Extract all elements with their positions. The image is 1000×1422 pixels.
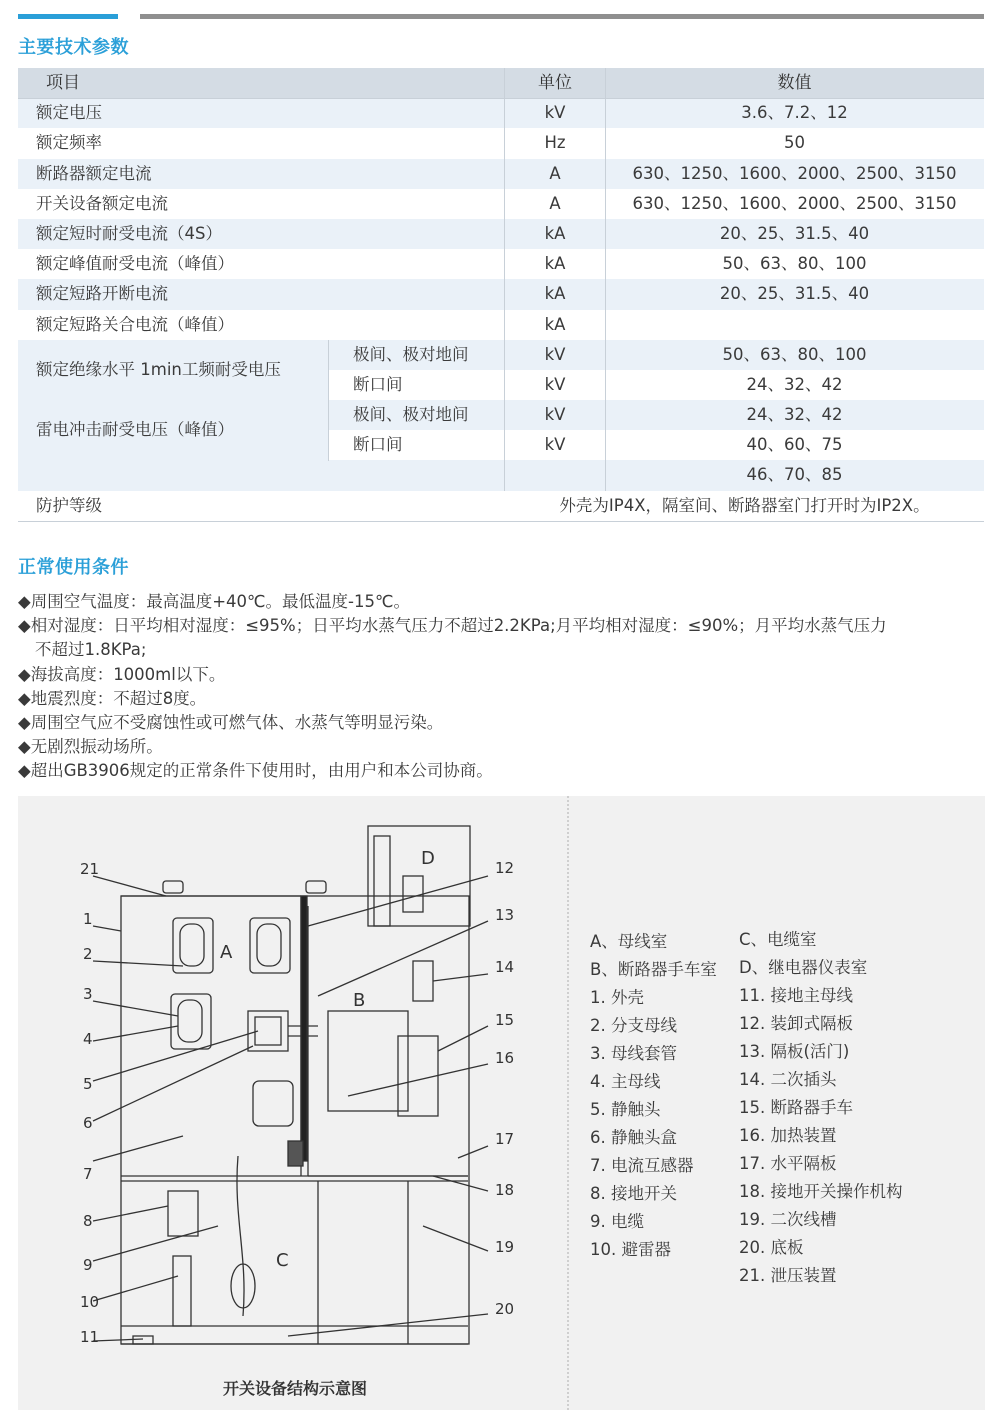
table-bottom-rule: [18, 521, 984, 522]
row-subitem: 断口间: [353, 435, 403, 455]
callout-21: 21: [80, 860, 100, 878]
table-row: [18, 460, 984, 490]
header-value: 数值: [777, 73, 812, 93]
row-value: 外壳为IP4X，隔室间、断路器室门打开时为IP2X。: [559, 495, 930, 515]
callout-11: 11: [80, 1328, 100, 1346]
row-item: 开关设备额定电流: [36, 193, 168, 213]
specs-section-title: 主要技术参数: [18, 37, 129, 58]
header-unit: 单位: [538, 73, 572, 93]
callout-16: 16: [495, 1049, 515, 1067]
legend-item: 14. 二次插头: [739, 1070, 837, 1089]
lightning-group: [18, 400, 984, 460]
legend-item: 3. 母线套管: [590, 1044, 677, 1063]
row-item: 断路器额定电流: [36, 163, 152, 183]
insulation-group: [18, 340, 984, 400]
figure-divider: [567, 796, 569, 1410]
row-value: 3.6、7.2、12: [741, 103, 848, 123]
legend-item: 6. 静触头盒: [590, 1128, 677, 1147]
row-item: 防护等级: [36, 495, 102, 515]
row-value: 630、1250、1600、2000、2500、3150: [632, 163, 957, 183]
compartment-B: B: [353, 990, 366, 1011]
table-row: [18, 279, 984, 309]
table-row: [18, 491, 984, 521]
row-unit: kV: [544, 344, 566, 364]
row-unit: kV: [544, 405, 566, 425]
row-item: 额定短路开断电流: [36, 284, 168, 304]
table-row: [18, 98, 984, 128]
table-row: [18, 249, 984, 279]
row-value: 630、1250、1600、2000、2500、3150: [632, 193, 957, 213]
table-row: [328, 430, 984, 460]
callout-2: 2: [83, 945, 93, 963]
condition-item: ◆地震烈度：不超过8度。: [18, 688, 207, 708]
callout-9: 9: [83, 1256, 93, 1274]
table-row: [18, 310, 984, 340]
table-row: [18, 189, 984, 219]
legend-item: 16. 加热装置: [739, 1126, 837, 1145]
callout-12: 12: [495, 859, 515, 877]
column-divider: [504, 68, 505, 491]
row-value: 20、25、31.5、40: [719, 223, 870, 243]
switchgear-drawing: [18, 796, 567, 1410]
callout-20: 20: [495, 1300, 515, 1318]
callout-1: 1: [83, 910, 93, 928]
row-item: 额定峰值耐受电流（峰值）: [36, 254, 234, 274]
compartment-A: A: [220, 942, 233, 963]
compartment-C: C: [276, 1250, 289, 1271]
condition-item: ◆超出GB3906规定的正常条件下使用时，由用户和本公司协商。: [18, 761, 493, 781]
legend-item: 11. 接地主母线: [739, 986, 853, 1005]
callout-15: 15: [495, 1011, 515, 1029]
column-divider: [328, 340, 329, 461]
row-item: 额定电压: [36, 103, 102, 123]
table-row: [328, 370, 984, 400]
condition-item: 不超过1.8KPa;: [35, 640, 147, 660]
insulation-label: 额定绝缘水平 1min工频耐受电压: [36, 359, 281, 379]
header-rule: [18, 98, 984, 99]
row-unit: kA: [544, 284, 566, 304]
legend-item: C、电缆室: [739, 930, 817, 949]
callout-8: 8: [83, 1212, 93, 1230]
legend-item: A、母线室: [590, 932, 668, 951]
row-unit: kA: [544, 314, 566, 334]
legend-item: 5. 静触头: [590, 1100, 661, 1119]
row-value: 20、25、31.5、40: [719, 284, 870, 304]
row-value: 40、60、75: [746, 435, 843, 455]
condition-item: ◆相对湿度：日平均相对湿度：≤95%；日平均水蒸气压力不超过2.2KPa;月平均相对湿度：≤90%；月平均水蒸气压力: [18, 616, 887, 636]
table-header-row: [18, 68, 984, 98]
row-value: 24、32、42: [746, 374, 843, 394]
callout-18: 18: [495, 1181, 515, 1199]
legend-item: 9. 电缆: [590, 1212, 644, 1231]
legend-item: 17. 水平隔板: [739, 1154, 837, 1173]
condition-item: ◆无剧烈振动场所。: [18, 737, 163, 757]
row-subitem: 极间、极对地间: [353, 405, 469, 425]
callout-14: 14: [495, 958, 515, 976]
legend-item: 2. 分支母线: [590, 1016, 677, 1035]
callout-3: 3: [83, 985, 93, 1003]
condition-item: ◆周围空气应不受腐蚀性或可燃气体、水蒸气等明显污染。: [18, 713, 444, 733]
callout-17: 17: [495, 1130, 515, 1148]
row-unit: A: [549, 163, 561, 183]
top-rule-grey: [140, 14, 984, 19]
table-row: [18, 159, 984, 189]
legend-item: 15. 断路器手车: [739, 1098, 853, 1117]
row-unit: kV: [544, 374, 566, 394]
row-item: 额定短时耐受电流（4S）: [36, 223, 222, 243]
compartment-D: D: [421, 848, 435, 869]
top-rule-accent: [18, 14, 118, 19]
lightning-label: 雷电冲击耐受电压（峰值）: [36, 420, 234, 440]
legend-item: D、继电器仪表室: [739, 958, 868, 977]
structure-figure: [18, 796, 985, 1410]
callout-5: 5: [83, 1075, 93, 1093]
spec-table: [18, 68, 984, 521]
table-row: [18, 340, 984, 370]
row-unit: kA: [544, 254, 566, 274]
row-value: 50、63、80、100: [722, 344, 867, 364]
row-subitem: 断口间: [353, 374, 403, 394]
callout-19: 19: [495, 1238, 515, 1256]
legend-item: 18. 接地开关操作机构: [739, 1182, 903, 1201]
row-value: 24、32、42: [746, 405, 843, 425]
callout-4: 4: [83, 1030, 93, 1048]
row-unit: kV: [544, 435, 566, 455]
row-subitem: 极间、极对地间: [353, 344, 469, 364]
callout-6: 6: [83, 1114, 93, 1132]
column-divider: [605, 68, 606, 491]
legend-item: 12. 装卸式隔板: [739, 1014, 853, 1033]
row-unit: Hz: [544, 133, 566, 153]
row-unit: kV: [544, 103, 566, 123]
legend-item: 21. 泄压装置: [739, 1266, 837, 1285]
conditions-list: [18, 590, 993, 784]
legend-item: B、断路器手车室: [590, 960, 717, 979]
row-value: 50、63、80、100: [722, 254, 867, 274]
row-item: 额定短路关合电流（峰值）: [36, 314, 234, 334]
legend-item: 20. 底板: [739, 1238, 804, 1257]
header-item: 项目: [46, 73, 80, 93]
row-unit: A: [549, 193, 561, 213]
legend-item: 4. 主母线: [590, 1072, 661, 1091]
table-row: [18, 400, 984, 430]
legend-right: [739, 926, 903, 1290]
condition-item: ◆周围空气温度：最高温度+40℃。最低温度-15℃。: [18, 592, 411, 611]
legend-item: 10. 避雷器: [590, 1240, 671, 1259]
table-row: [18, 128, 984, 158]
row-item: 额定频率: [36, 133, 102, 153]
table-row: [18, 219, 984, 249]
figure-caption: 开关设备结构示意图: [223, 1379, 368, 1398]
legend-item: 7. 电流互感器: [590, 1156, 694, 1175]
row-value: 46、70、85: [746, 465, 843, 485]
legend-left: [590, 928, 717, 1264]
callout-7: 7: [83, 1165, 93, 1183]
top-rule: [18, 14, 984, 19]
legend-item: 8. 接地开关: [590, 1184, 677, 1203]
conditions-section-title: 正常使用条件: [18, 557, 129, 578]
legend-item: 1. 外壳: [590, 988, 644, 1007]
legend-item: 13. 隔板(活门): [739, 1042, 850, 1061]
row-value: 50: [784, 133, 805, 153]
callout-13: 13: [495, 906, 515, 924]
row-unit: kA: [544, 223, 566, 243]
condition-item: ◆海拔高度：1000ml以下。: [18, 664, 226, 684]
legend-item: 19. 二次线槽: [739, 1210, 837, 1229]
callout-10: 10: [80, 1293, 100, 1311]
